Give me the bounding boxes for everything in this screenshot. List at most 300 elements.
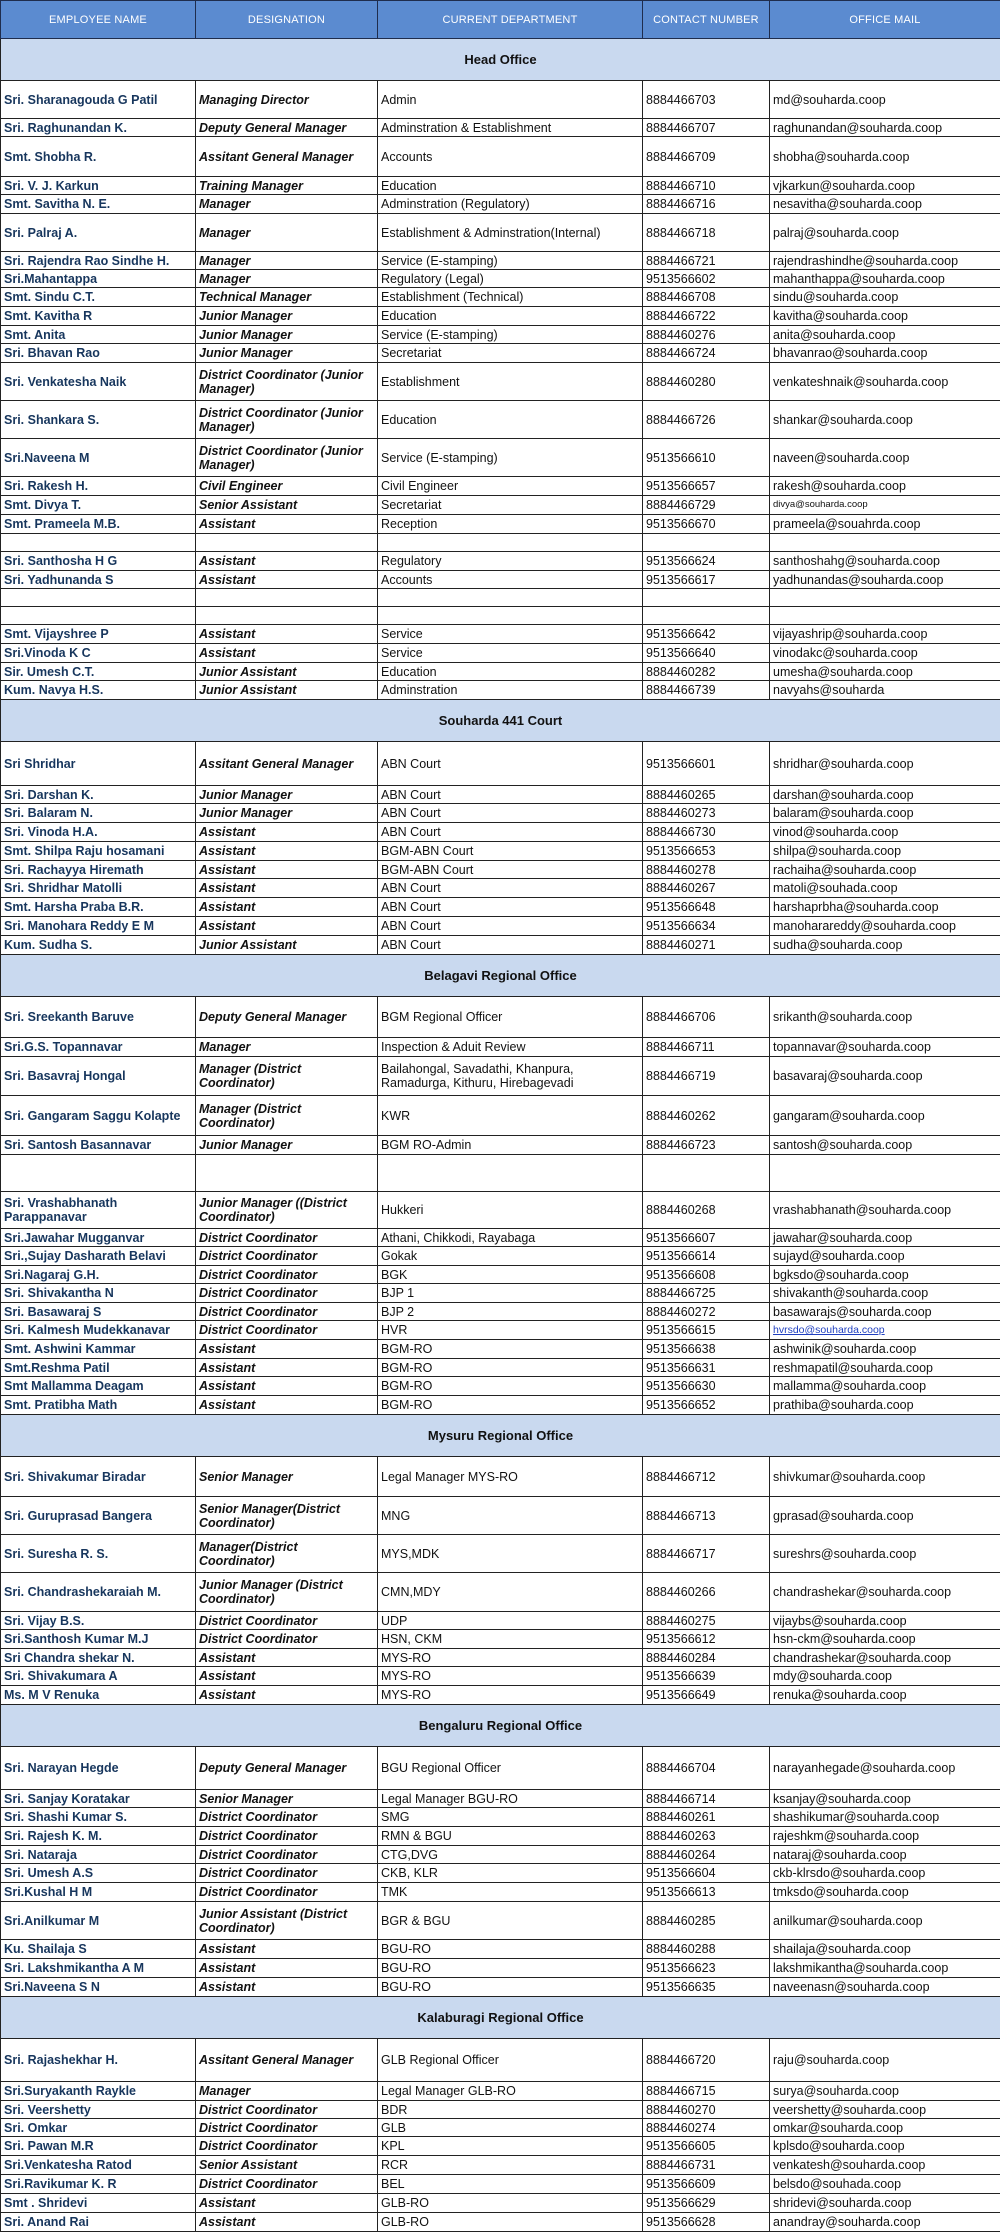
contact-number-cell: 8884466721 (643, 252, 770, 270)
table-row (1, 1573, 1000, 1612)
office-mail-cell: narayanhegade@souharda.coop (770, 1747, 1000, 1790)
office-mail-cell: palraj@souharda.coop (770, 214, 1000, 252)
office-mail-cell: sureshrs@souharda.coop (770, 1535, 1000, 1573)
designation-cell: District Coordinator (196, 2175, 378, 2194)
department-cell: Regulatory (Legal) (378, 270, 643, 288)
contact-number-cell: 9513566657 (643, 477, 770, 496)
department-cell: Athani, Chikkodi, Rayabaga (378, 1229, 643, 1247)
department-cell: CKB, KLR (378, 1864, 643, 1883)
table-row (1, 195, 1000, 214)
designation-cell: Assistant (196, 1959, 378, 1978)
table-row (1, 2194, 1000, 2213)
employee-name-cell: Sri. Narayan Hegde (1, 1747, 196, 1790)
department-cell: Inspection & Aduit Review (378, 1038, 643, 1057)
designation-cell: Assistant (196, 1359, 378, 1377)
contact-number-cell: 9513566631 (643, 1359, 770, 1377)
office-mail-cell: vijayashrip@souharda.coop (770, 625, 1000, 644)
table-row (1, 1229, 1000, 1247)
contact-number-cell: 9513566612 (643, 1630, 770, 1649)
contact-number-cell: 8884466704 (643, 1747, 770, 1790)
employee-name-cell: Sri.Naveena M (1, 439, 196, 477)
department-cell: Education (378, 663, 643, 681)
employee-name-cell (1, 589, 196, 607)
office-mail-cell (770, 534, 1000, 552)
contact-number-cell: 9513566635 (643, 1978, 770, 1997)
department-cell: BGU-RO (378, 1978, 643, 1997)
office-mail-cell: mallamma@souharda.coop (770, 1377, 1000, 1396)
table-row (1, 625, 1000, 644)
designation-cell: Manager (196, 214, 378, 252)
designation-cell: District Coordinator (196, 1247, 378, 1266)
office-mail-cell: veershetty@souharda.coop (770, 2101, 1000, 2119)
table-row (1, 1497, 1000, 1535)
employee-name-cell: Smt. Harsha Praba B.R. (1, 898, 196, 917)
contact-number-cell: 8884460268 (643, 1192, 770, 1229)
table-row (1, 515, 1000, 534)
table-row (1, 644, 1000, 663)
contact-number-cell: 8884466726 (643, 401, 770, 439)
designation-cell: Assitant General Manager (196, 742, 378, 786)
department-cell: GLB-RO (378, 2213, 643, 2232)
office-mail-cell: darshan@souharda.coop (770, 786, 1000, 804)
section-header-row (1, 1997, 1000, 2039)
department-cell: Secretariat (378, 496, 643, 515)
designation-cell: Manager (196, 270, 378, 288)
department-cell: Legal Manager BGU-RO (378, 1790, 643, 1808)
office-mail-cell: shankar@souharda.coop (770, 401, 1000, 439)
table-row (1, 270, 1000, 288)
designation-cell: District Coordinator (196, 2101, 378, 2119)
office-mail-cell: yadhunandas@souharda.coop (770, 571, 1000, 589)
employee-name-cell: Sri.Anilkumar M (1, 1902, 196, 1940)
employee-name-cell: Sri.Naveena S N (1, 1978, 196, 1997)
column-header: CURRENT DEPARTMENT (378, 1, 643, 39)
office-mail-cell: chandrashekar@souharda.coop (770, 1649, 1000, 1667)
employee-name-cell: Ku. Shailaja S (1, 1940, 196, 1959)
table-row (1, 823, 1000, 842)
table-row (1, 1096, 1000, 1136)
department-cell (378, 1155, 643, 1192)
contact-number-cell: 9513566653 (643, 842, 770, 861)
department-cell: BJP 2 (378, 1303, 643, 1321)
header-row (1, 1, 1000, 39)
department-cell: BGK (378, 1266, 643, 1284)
office-mail-cell: renuka@souharda.coop (770, 1686, 1000, 1705)
contact-number-cell: 8884460288 (643, 1940, 770, 1959)
office-mail-cell: venkatesh@souharda.coop (770, 2156, 1000, 2175)
contact-number-cell: 8884466719 (643, 1057, 770, 1096)
office-mail-cell: ckb-klrsdo@souharda.coop (770, 1864, 1000, 1883)
table-row (1, 997, 1000, 1038)
contact-number-cell: 8884466730 (643, 823, 770, 842)
contact-number-cell: 9513566629 (643, 2194, 770, 2213)
department-cell: SMG (378, 1808, 643, 1827)
designation-cell: Manager (196, 2082, 378, 2101)
office-mail-cell: kavitha@souharda.coop (770, 307, 1000, 326)
contact-number-cell: 8884466710 (643, 177, 770, 195)
employee-name-cell: Sri. Umesh A.S (1, 1864, 196, 1883)
office-mail-cell: jawahar@souharda.coop (770, 1229, 1000, 1247)
office-mail-cell: omkar@souharda.coop (770, 2119, 1000, 2137)
contact-number-cell: 8884466717 (643, 1535, 770, 1573)
office-mail-cell: hsn-ckm@souharda.coop (770, 1630, 1000, 1649)
contact-number-cell: 8884466716 (643, 195, 770, 214)
office-mail-cell: sindu@souharda.coop (770, 288, 1000, 307)
table-row (1, 1303, 1000, 1321)
designation-cell: Assistant (196, 2213, 378, 2232)
department-cell: BJP 1 (378, 1284, 643, 1303)
designation-cell: Civil Engineer (196, 477, 378, 496)
table-row (1, 936, 1000, 955)
employee-name-cell: Smt . Shridevi (1, 2194, 196, 2213)
table-row (1, 1247, 1000, 1266)
table-row (1, 1959, 1000, 1978)
designation-cell: Assistant (196, 1377, 378, 1396)
designation-cell: Manager (District Coordinator) (196, 1057, 378, 1096)
designation-cell: Manager (196, 1038, 378, 1057)
contact-number-cell: 8884466706 (643, 997, 770, 1038)
contact-number-cell: 8884460263 (643, 1827, 770, 1846)
designation-cell: Junior Manager (196, 1136, 378, 1155)
designation-cell: Junior Assistant (196, 663, 378, 681)
designation-cell: District Coordinator (196, 1229, 378, 1247)
designation-cell (196, 607, 378, 625)
employee-name-cell: Sri. Vrashabhanath Parappanavar (1, 1192, 196, 1229)
employee-name-cell: Sri.Suryakanth Raykle (1, 2082, 196, 2101)
employee-name-cell: Sri.Venkatesha Ratod (1, 2156, 196, 2175)
department-cell: BGU-RO (378, 1940, 643, 1959)
table-row (1, 842, 1000, 861)
department-cell: ABN Court (378, 898, 643, 917)
employee-name-cell: Sir. Umesh C.T. (1, 663, 196, 681)
contact-number-cell: 8884466714 (643, 1790, 770, 1808)
table-row (1, 326, 1000, 344)
department-cell: Secretariat (378, 344, 643, 363)
department-cell: KPL (378, 2137, 643, 2156)
designation-cell: Deputy General Manager (196, 1747, 378, 1790)
table-row (1, 1747, 1000, 1790)
contact-number-cell (643, 589, 770, 607)
table-row (1, 1883, 1000, 1902)
employee-name-cell: Sri. Shankara S. (1, 401, 196, 439)
table-row (1, 1359, 1000, 1377)
employee-name-cell: Smt. Anita (1, 326, 196, 344)
contact-number-cell: 8884466711 (643, 1038, 770, 1057)
department-cell: MYS-RO (378, 1686, 643, 1705)
office-mail-cell: nataraj@souharda.coop (770, 1846, 1000, 1864)
department-cell: Adminstration (378, 681, 643, 700)
office-mail-cell: anilkumar@souharda.coop (770, 1902, 1000, 1940)
employee-name-cell: Sri. Shivakumara A (1, 1667, 196, 1686)
table-row (1, 363, 1000, 401)
department-cell: HVR (378, 1321, 643, 1340)
department-cell: GLB (378, 2119, 643, 2137)
designation-cell: District Coordinator (196, 2137, 378, 2156)
table-row (1, 1136, 1000, 1155)
employee-name-cell: Smt. Shobha R. (1, 137, 196, 177)
office-mail-cell: navyahs@souharda (770, 681, 1000, 700)
employee-name-cell: Sri.,Sujay Dasharath Belavi (1, 1247, 196, 1266)
table-row (1, 1686, 1000, 1705)
office-mail-cell: prathiba@souharda.coop (770, 1396, 1000, 1415)
department-cell: KWR (378, 1096, 643, 1136)
department-cell: RCR (378, 2156, 643, 2175)
office-mail-cell: shivkumar@souharda.coop (770, 1457, 1000, 1497)
department-cell: MYS-RO (378, 1667, 643, 1686)
office-mail-cell: surya@souharda.coop (770, 2082, 1000, 2101)
employee-name-cell: Sri.Ravikumar K. R (1, 2175, 196, 2194)
contact-number-cell: 8884466720 (643, 2039, 770, 2082)
designation-cell: District Coordinator (196, 1808, 378, 1827)
office-mail-cell: vjkarkun@souharda.coop (770, 177, 1000, 195)
designation-cell: Junior Assistant (196, 681, 378, 700)
employee-name-cell: Sri. Anand Rai (1, 2213, 196, 2232)
employee-name-cell: Sri.Vinoda K C (1, 644, 196, 663)
employee-name-cell: Smt. Savitha N. E. (1, 195, 196, 214)
department-cell: ABN Court (378, 917, 643, 936)
designation-cell: Deputy General Manager (196, 119, 378, 137)
contact-number-cell: 9513566652 (643, 1396, 770, 1415)
designation-cell: Deputy General Manager (196, 997, 378, 1038)
designation-cell: Assistant (196, 1396, 378, 1415)
office-mail-cell: manoharareddy@souharda.coop (770, 917, 1000, 936)
department-cell: UDP (378, 1612, 643, 1630)
table-row (1, 1649, 1000, 1667)
employee-name-cell (1, 1155, 196, 1192)
department-cell: Legal Manager MYS-RO (378, 1457, 643, 1497)
office-mail-cell: shridevi@souharda.coop (770, 2194, 1000, 2213)
department-cell: ABN Court (378, 786, 643, 804)
designation-cell: Managing Director (196, 81, 378, 119)
department-cell: BGM-ABN Court (378, 842, 643, 861)
department-cell: Education (378, 401, 643, 439)
employee-name-cell: Kum. Sudha S. (1, 936, 196, 955)
contact-number-cell: 9513566648 (643, 898, 770, 917)
table-row (1, 2101, 1000, 2119)
office-mail-cell: santhoshahg@souharda.coop (770, 552, 1000, 571)
table-row (1, 552, 1000, 571)
contact-number-cell: 8884466739 (643, 681, 770, 700)
contact-number-cell: 9513566630 (643, 1377, 770, 1396)
employee-name-cell: Sri. Sreekanth Baruve (1, 997, 196, 1038)
contact-number-cell: 8884460276 (643, 326, 770, 344)
employee-name-cell: Sri. Balaram N. (1, 804, 196, 823)
designation-cell: Manager(District Coordinator) (196, 1535, 378, 1573)
designation-cell: Junior Manager (196, 326, 378, 344)
department-cell: Service (E-stamping) (378, 252, 643, 270)
contact-number-cell: 8884460270 (643, 2101, 770, 2119)
office-mail-cell: gprasad@souharda.coop (770, 1497, 1000, 1535)
designation-cell: Senior Assistant (196, 2156, 378, 2175)
contact-number-cell: 9513566649 (643, 1686, 770, 1705)
column-header: EMPLOYEE NAME (1, 1, 196, 39)
table-row (1, 589, 1000, 607)
designation-cell: District Coordinator (196, 1612, 378, 1630)
office-mail-cell: vinod@souharda.coop (770, 823, 1000, 842)
department-cell: BGM-RO (378, 1340, 643, 1359)
employee-name-cell: Sri. Omkar (1, 2119, 196, 2137)
department-cell: BGR & BGU (378, 1902, 643, 1940)
employee-name-cell: Ms. M V Renuka (1, 1686, 196, 1705)
table-row (1, 2039, 1000, 2082)
designation-cell: Assistant (196, 625, 378, 644)
employee-name-cell: Sri. Sanjay Koratakar (1, 1790, 196, 1808)
designation-cell: Assistant (196, 571, 378, 589)
office-mail-cell: basavaraj@souharda.coop (770, 1057, 1000, 1096)
office-mail-cell: basawarajs@souharda.coop (770, 1303, 1000, 1321)
office-mail-cell: venkateshnaik@souharda.coop (770, 363, 1000, 401)
office-mail-cell: rajendrashindhe@souharda.coop (770, 252, 1000, 270)
employee-name-cell: Sri. Venkatesha Naik (1, 363, 196, 401)
table-row (1, 307, 1000, 326)
employee-name-cell: Smt. Pratibha Math (1, 1396, 196, 1415)
employee-name-cell: Sri. V. J. Karkun (1, 177, 196, 195)
column-header: OFFICE MAIL (770, 1, 1000, 39)
table-row (1, 1266, 1000, 1284)
office-mail-cell: kplsdo@souharda.coop (770, 2137, 1000, 2156)
table-row (1, 1038, 1000, 1057)
designation-cell: Manager (196, 195, 378, 214)
section-header-row (1, 700, 1000, 742)
office-mail-cell: balaram@souharda.coop (770, 804, 1000, 823)
department-cell: Service (E-stamping) (378, 439, 643, 477)
department-cell: CTG,DVG (378, 1846, 643, 1864)
employee-name-cell: Sri. Santosh Basannavar (1, 1136, 196, 1155)
designation-cell: Assistant (196, 1340, 378, 1359)
designation-cell: District Coordinator (196, 1303, 378, 1321)
table-row (1, 1612, 1000, 1630)
table-row (1, 607, 1000, 625)
office-mail-cell: vinodakc@souharda.coop (770, 644, 1000, 663)
contact-number-cell: 8884466731 (643, 2156, 770, 2175)
contact-number-cell: 8884460265 (643, 786, 770, 804)
office-mail-cell: shashikumar@souharda.coop (770, 1808, 1000, 1827)
designation-cell: Junior Manager (196, 804, 378, 823)
table-row (1, 1667, 1000, 1686)
table-row (1, 1790, 1000, 1808)
office-mail-cell: reshmapatil@souharda.coop (770, 1359, 1000, 1377)
department-cell: BGM-RO (378, 1396, 643, 1415)
office-mail-cell: tmksdo@souharda.coop (770, 1883, 1000, 1902)
contact-number-cell: 9513566601 (643, 742, 770, 786)
office-mail-cell: harshaprbha@souharda.coop (770, 898, 1000, 917)
office-mail-cell: sudha@souharda.coop (770, 936, 1000, 955)
contact-number-cell: 8884460274 (643, 2119, 770, 2137)
office-mail-cell: shilpa@souharda.coop (770, 842, 1000, 861)
employee-name-cell (1, 534, 196, 552)
office-mail-cell: topannavar@souharda.coop (770, 1038, 1000, 1057)
section-title: Belagavi Regional Office (1, 955, 1000, 997)
table-row (1, 1535, 1000, 1573)
employee-name-cell: Smt. Kavitha R (1, 307, 196, 326)
table-row (1, 81, 1000, 119)
contact-number-cell: 9513566639 (643, 1667, 770, 1686)
designation-cell: District Coordinator (Junior Manager) (196, 401, 378, 439)
contact-number-cell: 9513566670 (643, 515, 770, 534)
designation-cell: Junior Manager ((District Coordinator) (196, 1192, 378, 1229)
contact-number-cell (643, 1155, 770, 1192)
department-cell: MNG (378, 1497, 643, 1535)
department-cell: BEL (378, 2175, 643, 2194)
contact-number-cell: 9513566602 (643, 270, 770, 288)
department-cell (378, 607, 643, 625)
designation-cell: Senior Assistant (196, 496, 378, 515)
table-row (1, 177, 1000, 195)
section-header-row (1, 955, 1000, 997)
section-header-row (1, 39, 1000, 81)
designation-cell: District Coordinator (196, 1846, 378, 1864)
designation-cell: Assistant (196, 917, 378, 936)
department-cell: BGM Regional Officer (378, 997, 643, 1038)
employee-name-cell: Sri. Shridhar Matolli (1, 879, 196, 898)
section-header-row (1, 1415, 1000, 1457)
designation-cell: Assistant (196, 1686, 378, 1705)
table-row (1, 681, 1000, 700)
contact-number-cell: 8884466707 (643, 119, 770, 137)
office-mail-cell: rachaiha@souharda.coop (770, 861, 1000, 879)
table-row (1, 119, 1000, 137)
office-mail-cell: anita@souharda.coop (770, 326, 1000, 344)
department-cell: BGM-RO (378, 1359, 643, 1377)
section-title: Head Office (1, 39, 1000, 81)
section-title: Bengaluru Regional Office (1, 1705, 1000, 1747)
contact-number-cell: 9513566640 (643, 644, 770, 663)
office-mail-cell: umesha@souharda.coop (770, 663, 1000, 681)
table-row (1, 1630, 1000, 1649)
designation-cell: Assistant (196, 1978, 378, 1997)
contact-number-cell: 8884466724 (643, 344, 770, 363)
designation-cell: Assistant (196, 515, 378, 534)
office-mail-cell (770, 607, 1000, 625)
designation-cell: Manager (196, 252, 378, 270)
contact-number-cell: 9513566609 (643, 2175, 770, 2194)
table-row (1, 898, 1000, 917)
column-header: DESIGNATION (196, 1, 378, 39)
designation-cell: Senior Manager (196, 1457, 378, 1497)
designation-cell: Junior Manager (196, 786, 378, 804)
employee-name-cell: Smt. Shilpa Raju hosamani (1, 842, 196, 861)
table-row (1, 1902, 1000, 1940)
employee-name-cell: Sri. Palraj A. (1, 214, 196, 252)
table-row (1, 439, 1000, 477)
department-cell: TMK (378, 1883, 643, 1902)
employee-name-cell: Smt. Vijayshree P (1, 625, 196, 644)
designation-cell: Assistant (196, 1940, 378, 1959)
office-mail-cell: vrashabhanath@souharda.coop (770, 1192, 1000, 1229)
department-cell: MYS-RO (378, 1649, 643, 1667)
employee-name-cell: Sri. Rajesh K. M. (1, 1827, 196, 1846)
employee-name-cell: Sri. Lakshmikantha A M (1, 1959, 196, 1978)
table-row (1, 477, 1000, 496)
designation-cell: Assistant (196, 879, 378, 898)
table-row (1, 1808, 1000, 1827)
designation-cell: District Coordinator (196, 1266, 378, 1284)
employee-name-cell: Sri.Mahantappa (1, 270, 196, 288)
designation-cell: Assistant (196, 842, 378, 861)
designation-cell: District Coordinator (196, 1321, 378, 1340)
designation-cell: District Coordinator (196, 1630, 378, 1649)
office-mail-cell: md@souharda.coop (770, 81, 1000, 119)
employee-name-cell: Sri. Vinoda H.A. (1, 823, 196, 842)
employee-name-cell: Sri. Raghunandan K. (1, 119, 196, 137)
table-row (1, 2119, 1000, 2137)
employee-name-cell: Sri. Rachayya Hiremath (1, 861, 196, 879)
department-cell: Adminstration & Establishment (378, 119, 643, 137)
table-row (1, 804, 1000, 823)
contact-number-cell: 9513566638 (643, 1340, 770, 1359)
office-mail-cell: shridhar@souharda.coop (770, 742, 1000, 786)
table-row (1, 1827, 1000, 1846)
